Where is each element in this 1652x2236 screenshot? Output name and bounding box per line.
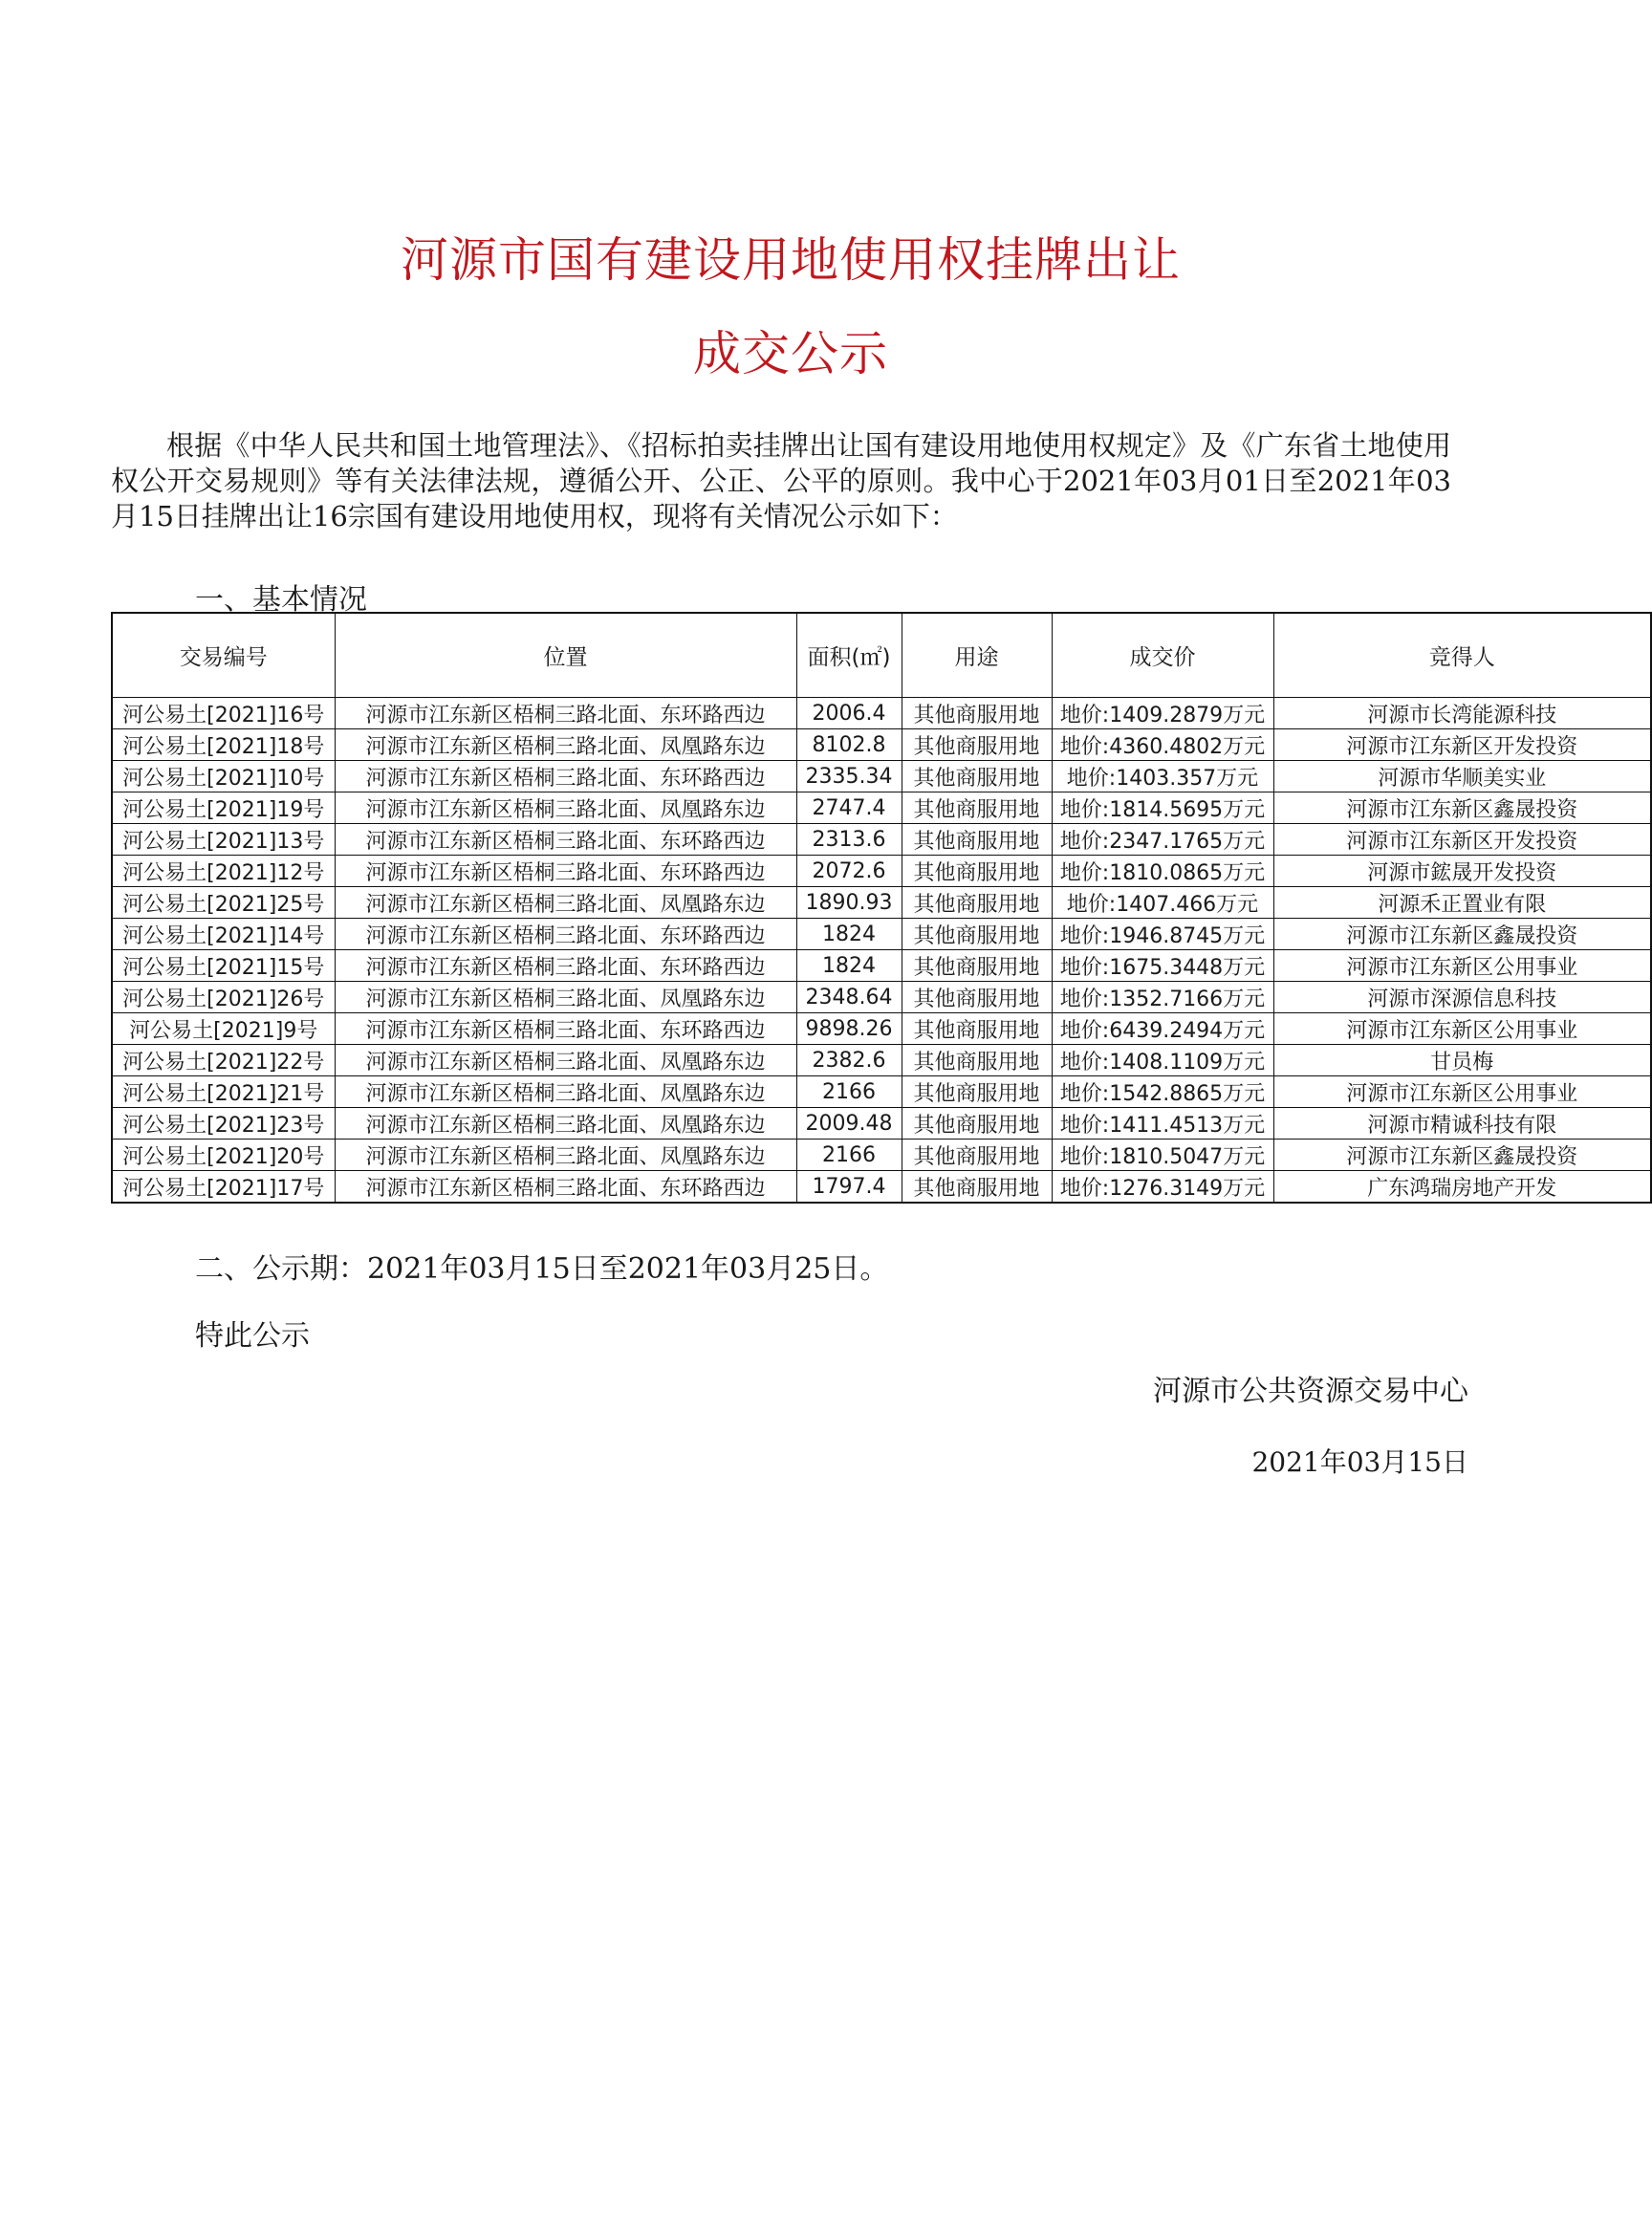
- table-cell: 河公易土[2021]14号: [112, 919, 335, 950]
- table-row: [112, 792, 1651, 824]
- table-row: [112, 856, 1651, 887]
- table-cell: 2166: [796, 1076, 902, 1108]
- table-cell: 河公易土[2021]16号: [112, 698, 335, 729]
- table-cell: 2313.6: [796, 824, 902, 856]
- header-cell: 交易编号: [112, 613, 335, 698]
- table-row: [112, 982, 1651, 1013]
- table-cell: 河公易土[2021]22号: [112, 1045, 335, 1076]
- table-cell: 其他商服用地: [902, 824, 1052, 856]
- table-cell: 地价:1675.3448万元: [1052, 950, 1273, 982]
- table-cell: 河源市江东新区梧桐三路北面、凤凰路东边: [335, 729, 796, 761]
- table-cell: 河公易土[2021]19号: [112, 792, 335, 824]
- table-cell: 地价:1408.1109万元: [1052, 1045, 1273, 1076]
- table-cell: 其他商服用地: [902, 919, 1052, 950]
- table-cell: 河源市江东新区梧桐三路北面、东环路西边: [335, 950, 796, 982]
- table-cell: 河源市江东新区公用事业: [1273, 1013, 1651, 1045]
- document-subtitle: 成交公示: [693, 326, 888, 381]
- table-cell: 河公易土[2021]18号: [112, 729, 335, 761]
- table-cell: 河公易土[2021]23号: [112, 1108, 335, 1140]
- section-public-period: 二、公示期：2021年03月15日至2021年03月25日。: [195, 1252, 889, 1286]
- table-cell: 地价:1407.466万元: [1052, 887, 1273, 919]
- table-cell: 河源市江东新区梧桐三路北面、凤凰路东边: [335, 1140, 796, 1171]
- table-cell: 河源市江东新区梧桐三路北面、东环路西边: [335, 1013, 796, 1045]
- table-cell: 河公易土[2021]12号: [112, 856, 335, 887]
- table-header-row: [112, 613, 1651, 698]
- table-row: [112, 1013, 1651, 1045]
- table-cell: 河源市深源信息科技: [1273, 982, 1651, 1013]
- table-cell: 地价:1810.0865万元: [1052, 856, 1273, 887]
- table-cell: 河公易土[2021]25号: [112, 887, 335, 919]
- issuing-organization: 河源市公共资源交易中心: [1153, 1375, 1468, 1408]
- table-cell: 河源市华顺美实业: [1273, 761, 1651, 792]
- table-cell: 河源市江东新区梧桐三路北面、东环路西边: [335, 761, 796, 792]
- issue-date: 2021年03月15日: [1251, 1446, 1468, 1478]
- table-row: [112, 824, 1651, 856]
- table-row: [112, 729, 1651, 761]
- transaction-table: [111, 612, 1652, 1204]
- table-cell: 河公易土[2021]26号: [112, 982, 335, 1013]
- table-cell: 河源市江东新区开发投资: [1273, 729, 1651, 761]
- table-cell: 地价:1814.5695万元: [1052, 792, 1273, 824]
- table-cell: 河源市长湾能源科技: [1273, 698, 1651, 729]
- table-cell: 2382.6: [796, 1045, 902, 1076]
- header-cell: 面积(㎡): [796, 613, 902, 698]
- table-row: [112, 1045, 1651, 1076]
- table-cell: 地价:1276.3149万元: [1052, 1171, 1273, 1204]
- table-cell: 河源市江东新区公用事业: [1273, 950, 1651, 982]
- table-cell: 河源市江东新区开发投资: [1273, 824, 1651, 856]
- table-cell: 其他商服用地: [902, 1171, 1052, 1204]
- table-cell: 2335.34: [796, 761, 902, 792]
- table-cell: 其他商服用地: [902, 887, 1052, 919]
- table-cell: 甘员梅: [1273, 1045, 1651, 1076]
- table-cell: 9898.26: [796, 1013, 902, 1045]
- table-cell: 河公易土[2021]10号: [112, 761, 335, 792]
- table-cell: 河公易土[2021]20号: [112, 1140, 335, 1171]
- table-cell: 河源市江东新区梧桐三路北面、凤凰路东边: [335, 887, 796, 919]
- table-cell: 其他商服用地: [902, 1045, 1052, 1076]
- table-cell: 河源市江东新区梧桐三路北面、东环路西边: [335, 824, 796, 856]
- table-cell: 地价:2347.1765万元: [1052, 824, 1273, 856]
- table-cell: 2166: [796, 1140, 902, 1171]
- table-row: [112, 698, 1651, 729]
- table-cell: 其他商服用地: [902, 950, 1052, 982]
- table-cell: 1797.4: [796, 1171, 902, 1204]
- table-cell: 河公易土[2021]21号: [112, 1076, 335, 1108]
- table-cell: 河源市江东新区鑫晟投资: [1273, 1140, 1651, 1171]
- table-cell: 2072.6: [796, 856, 902, 887]
- table-cell: 2348.64: [796, 982, 902, 1013]
- table-cell: 其他商服用地: [902, 1013, 1052, 1045]
- table-cell: 2747.4: [796, 792, 902, 824]
- table-cell: 地价:1403.357万元: [1052, 761, 1273, 792]
- table-cell: 河源市江东新区梧桐三路北面、东环路西边: [335, 856, 796, 887]
- table-cell: 河源禾正置业有限: [1273, 887, 1651, 919]
- table-cell: 地价:1946.8745万元: [1052, 919, 1273, 950]
- table-cell: 河公易土[2021]15号: [112, 950, 335, 982]
- table-cell: 河源市江东新区梧桐三路北面、凤凰路东边: [335, 982, 796, 1013]
- table-cell: 河源市江东新区梧桐三路北面、凤凰路东边: [335, 792, 796, 824]
- table-cell: 2009.48: [796, 1108, 902, 1140]
- table-cell: 地价:1352.7166万元: [1052, 982, 1273, 1013]
- table-row: [112, 950, 1651, 982]
- table-cell: 其他商服用地: [902, 1140, 1052, 1171]
- table-cell: 其他商服用地: [902, 982, 1052, 1013]
- table-cell: 广东鸿瑞房地产开发: [1273, 1171, 1651, 1204]
- header-cell: 成交价: [1052, 613, 1273, 698]
- table-cell: 地价:1411.4513万元: [1052, 1108, 1273, 1140]
- section-basic-info: 一、基本情况: [195, 583, 367, 617]
- table-cell: 地价:1810.5047万元: [1052, 1140, 1273, 1171]
- table-cell: 1824: [796, 950, 902, 982]
- table-cell: 地价:4360.4802万元: [1052, 729, 1273, 761]
- table-row: [112, 1076, 1651, 1108]
- table-cell: 河源市鋐晟开发投资: [1273, 856, 1651, 887]
- table-cell: 河源市江东新区梧桐三路北面、东环路西边: [335, 1171, 796, 1204]
- closing-note: 特此公示: [195, 1319, 310, 1353]
- table-cell: 2006.4: [796, 698, 902, 729]
- table-cell: 1890.93: [796, 887, 902, 919]
- table-cell: 8102.8: [796, 729, 902, 761]
- table-cell: 其他商服用地: [902, 1076, 1052, 1108]
- table-cell: 地价:6439.2494万元: [1052, 1013, 1273, 1045]
- table-row: [112, 1140, 1651, 1171]
- header-cell: 竞得人: [1273, 613, 1651, 698]
- table-cell: 地价:1542.8865万元: [1052, 1076, 1273, 1108]
- table-cell: 河源市江东新区梧桐三路北面、东环路西边: [335, 919, 796, 950]
- transaction-table-wrap: [111, 612, 1578, 1214]
- table-cell: 河公易土[2021]9号: [112, 1013, 335, 1045]
- table-cell: 河源市江东新区公用事业: [1273, 1076, 1651, 1108]
- table-cell: 河源市江东新区鑫晟投资: [1273, 792, 1651, 824]
- table-cell: 其他商服用地: [902, 1108, 1052, 1140]
- table-cell: 河源市江东新区梧桐三路北面、凤凰路东边: [335, 1045, 796, 1076]
- table-cell: 其他商服用地: [902, 792, 1052, 824]
- table-row: [112, 761, 1651, 792]
- table-cell: 河公易土[2021]13号: [112, 824, 335, 856]
- table-cell: 河源市江东新区梧桐三路北面、凤凰路东边: [335, 1108, 796, 1140]
- table-row: [112, 1171, 1651, 1204]
- table-row: [112, 919, 1651, 950]
- header-cell: 用途: [902, 613, 1052, 698]
- table-row: [112, 887, 1651, 919]
- table-row: [112, 1108, 1651, 1140]
- table-cell: 地价:1409.2879万元: [1052, 698, 1273, 729]
- table-cell: 河源市精诚科技有限: [1273, 1108, 1651, 1140]
- table-cell: 其他商服用地: [902, 698, 1052, 729]
- header-cell: 位置: [335, 613, 796, 698]
- intro-text: 根据《中华人民共和国土地管理法》、《招标拍卖挂牌出让国有建设用地使用权规定》及《广东省土地使用权公开交易规则》等有关法律法规，遵循公开、公正、公平的原则。我中心于2021年03月01日至2021年03月15日挂牌出让16宗国有建设用地使用权，现将有关情况公示如下：: [111, 429, 1451, 532]
- table-cell: 河源市江东新区梧桐三路北面、东环路西边: [335, 698, 796, 729]
- table-cell: 其他商服用地: [902, 761, 1052, 792]
- document-title: 河源市国有建设用地使用权挂牌出让: [401, 232, 1181, 288]
- intro-paragraph: [111, 428, 1451, 534]
- table-cell: 其他商服用地: [902, 856, 1052, 887]
- table-cell: 河源市江东新区梧桐三路北面、凤凰路东边: [335, 1076, 796, 1108]
- table-cell: 其他商服用地: [902, 729, 1052, 761]
- table-cell: 河公易土[2021]17号: [112, 1171, 335, 1204]
- table-cell: 河源市江东新区鑫晟投资: [1273, 919, 1651, 950]
- table-cell: 1824: [796, 919, 902, 950]
